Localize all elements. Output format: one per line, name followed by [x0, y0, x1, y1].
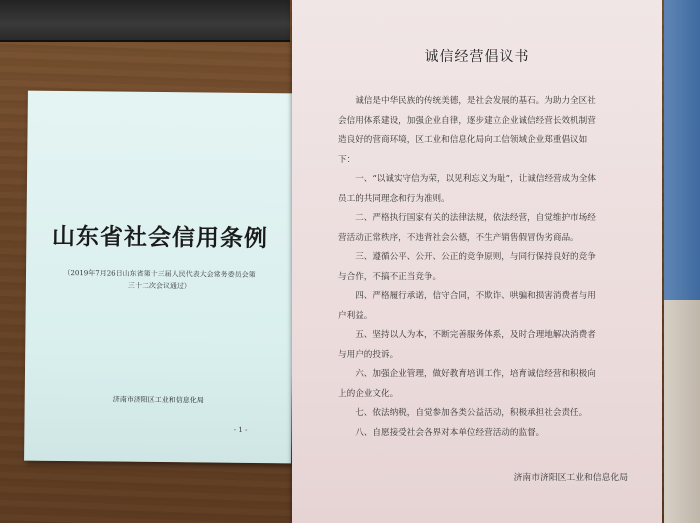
regulation-booklet	[24, 91, 295, 464]
booklet-title: 山东省社会信用条例	[51, 222, 269, 253]
booklet-subtitle-line1: （2019年7月26日山东省第十三届人民代表大会常务委员会第	[63, 268, 256, 280]
letter-paragraph: 八、自愿接受社会各界对本单位经营活动的监督。	[355, 427, 545, 438]
letter-body	[338, 92, 600, 443]
blue-object-edge	[664, 0, 700, 300]
letter-paragraph: 二、严格执行国家有关的法律法规，依法经营，自觉维护市场经营活动正常秩序，不违背社会公德，不生产销售假冒伪劣商品。	[338, 213, 596, 243]
booklet-page-number: - 1 -	[233, 425, 248, 434]
letter-signature: 济南市济阳区工业和信息化局	[513, 473, 628, 483]
booklet-issuer: 济南市济阳区工业和信息化局	[112, 395, 204, 405]
grey-object-edge	[664, 300, 700, 523]
booklet-subtitle-line2: 三十二次会议通过）	[127, 281, 191, 291]
integrity-proposal-letter	[292, 0, 662, 523]
letter-paragraph: 诚信是中华民族的传统美德，是社会发展的基石。为助力全区社会信用体系建设，加强企业自律，逐步建立企业诚信经营长效机制营造良好的营商环境，区工业和信息化局向工信领域企业郑重倡议如下：	[338, 96, 596, 165]
letter-paragraph: 三、遵循公平、公开、公正的竞争原则，与同行保持良好的竞争与合作，不搞不正当竞争。	[338, 252, 596, 282]
letter-heading: 诚信经营倡议书	[424, 49, 530, 65]
letter-paragraph: 六、加强企业管理，做好教育培训工作，培育诚信经营和积极向上的企业文化。	[338, 369, 596, 399]
letter-paragraph: 七、依法纳税，自觉参加各类公益活动，积极承担社会责任。	[355, 408, 588, 418]
dark-device-edge	[0, 0, 290, 42]
letter-paragraph: 一、“以诚实守信为荣，以见利忘义为耻”，让诚信经营成为全体员工的共同理念和行为准则。	[338, 174, 597, 204]
letter-paragraph: 五、坚持以人为本，不断完善服务体系，及时合理地解决消费者与用户的投诉。	[338, 330, 596, 360]
letter-paragraph: 四、严格履行承诺，信守合同，不欺诈、哄骗和损害消费者与用户利益。	[338, 291, 596, 321]
